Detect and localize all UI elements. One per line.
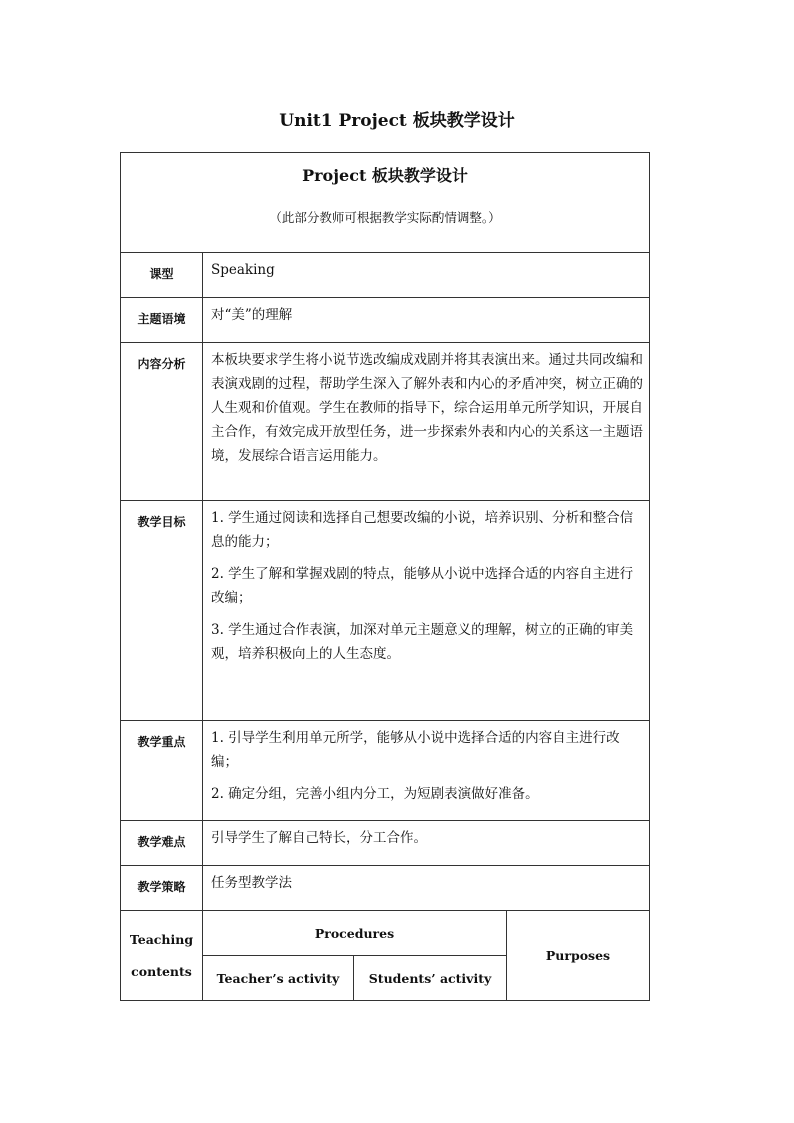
- lesson-plan-table: [120, 152, 650, 1001]
- row-procedure-header: [121, 911, 650, 956]
- label-content-analysis: 内容分析: [121, 343, 203, 501]
- value-course-type: Speaking: [203, 253, 650, 298]
- purposes-header: Purposes: [507, 911, 650, 1001]
- label-objectives: 教学目标: [121, 501, 203, 721]
- label-course-type: 课型: [121, 253, 203, 298]
- value-strategy: 任务型教学法: [203, 866, 650, 911]
- value-key-points: [203, 721, 650, 821]
- teaching-contents-line1: Teaching: [129, 931, 194, 947]
- table-header-cell: [121, 153, 650, 253]
- row-key-points: [121, 721, 650, 821]
- row-objectives: [121, 501, 650, 721]
- value-difficulties: 引导学生了解自己特长，分工合作。: [203, 821, 650, 866]
- label-theme: 主题语境: [121, 298, 203, 343]
- table-header-note: （此部分教师可根据教学实际酌情调整。）: [269, 210, 501, 225]
- key-point-item: 1. 引导学生利用单元所学，能够从小说中选择合适的内容自主进行改编；: [211, 730, 620, 770]
- row-theme: [121, 298, 650, 343]
- teaching-contents-line2: contents: [131, 963, 192, 979]
- document-title: Unit1 Project 板块教学设计: [279, 111, 515, 131]
- teacher-activity-header: Teacher’s activity: [203, 956, 354, 1001]
- objective-item: 3. 学生通过合作表演，加深对单元主题意义的理解，树立的正确的审美观，培养积极向上的人生态度。: [211, 622, 634, 662]
- teaching-contents-header: [121, 911, 203, 1001]
- table-header-title: Project 板块教学设计: [302, 166, 468, 185]
- table-header-row: [121, 153, 650, 253]
- label-difficulties: 教学难点: [121, 821, 203, 866]
- value-theme: 对“美”的理解: [203, 298, 650, 343]
- objective-item: 1. 学生通过阅读和选择自己想要改编的小说，培养识别、分析和整合信息的能力；: [211, 510, 634, 550]
- students-activity-header: Students’ activity: [354, 956, 507, 1001]
- row-difficulties: [121, 821, 650, 866]
- procedures-header: Procedures: [203, 911, 507, 956]
- value-content-analysis: 本板块要求学生将小说节选改编成戏剧并将其表演出来。通过共同改编和表演戏剧的过程，帮助学生深入了解外表和内心的矛盾冲突，树立正确的人生观和价值观。学生在教师的指导下，综合运用单元所学知识，开展自主合作，有效完成开放型任务，进一步探索外表和内心的关系这一主题语境，发展综合语言运用能力。: [203, 343, 650, 501]
- label-strategy: 教学策略: [121, 866, 203, 911]
- label-key-points: 教学重点: [121, 721, 203, 821]
- key-point-item: 2. 确定分组，完善小组内分工，为短剧表演做好准备。: [211, 786, 539, 802]
- value-objectives: [203, 501, 650, 721]
- row-strategy: [121, 866, 650, 911]
- objective-item: 2. 学生了解和掌握戏剧的特点，能够从小说中选择合适的内容自主进行改编；: [211, 566, 634, 606]
- row-content-analysis: [121, 343, 650, 501]
- row-course-type: [121, 253, 650, 298]
